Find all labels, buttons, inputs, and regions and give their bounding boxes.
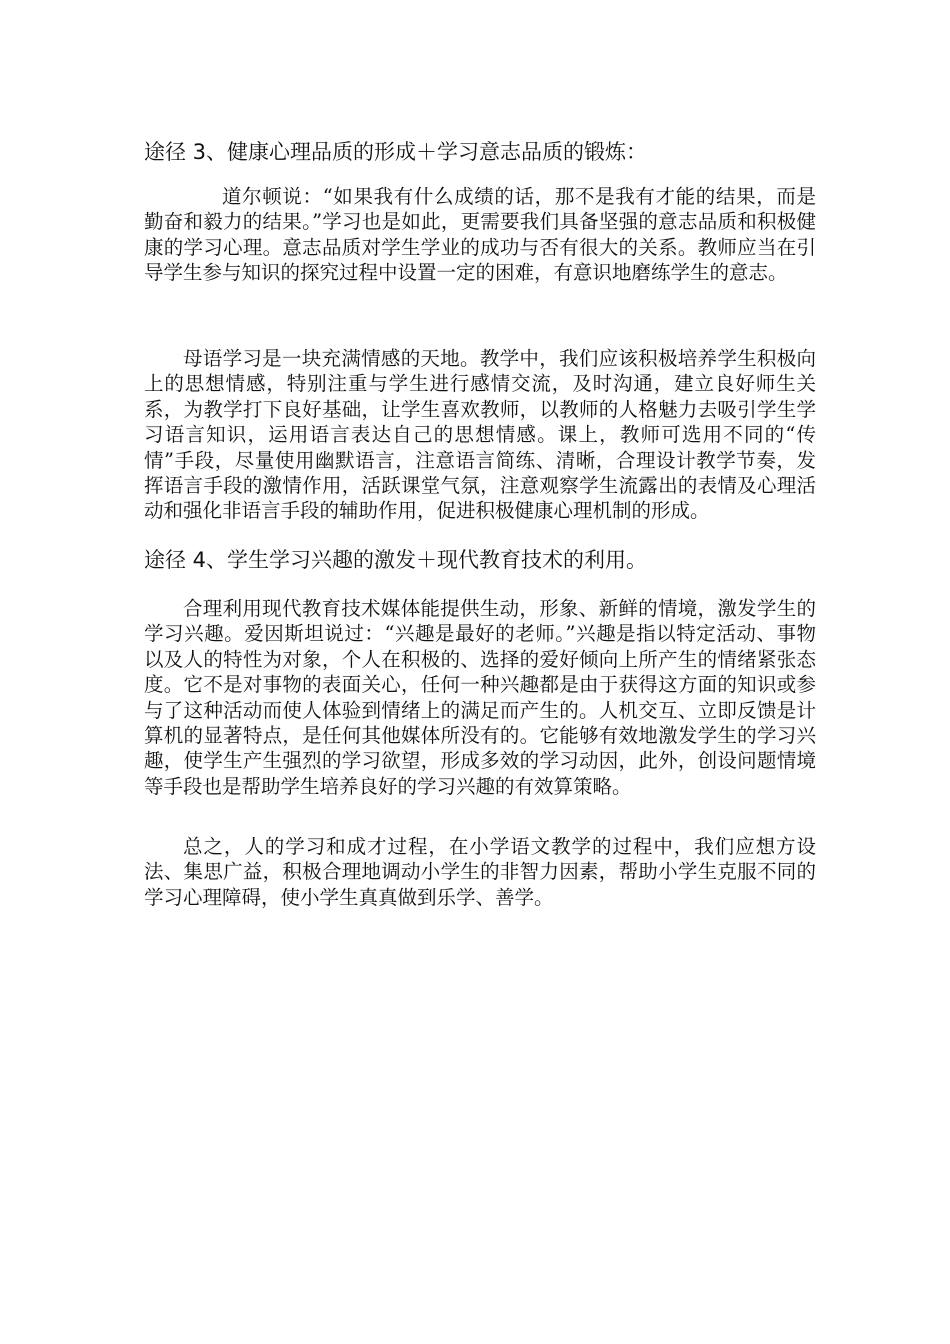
section-4-paragraph-2: 总之，人的学习和成才过程，在小学语文教学的过程中，我们应想方设法、集思广益，积极合理地调动小学生的非智力因素，帮助小学生克服不同的学习心理障碍，使小学生真真做到乐学、善学。 (144, 835, 816, 909)
section-4-heading: 途径 4、学生学习兴趣的激发＋现代教育技术的利用。 (144, 548, 648, 572)
section-4-paragraph-1: 合理利用现代教育技术媒体能提供生动，形象、新鲜的情境，激发学生的学习兴趣。爱因斯坦说过：“兴趣是最好的老师。”兴趣是指以特定活动、事物以及人的特性为对象，个人在积极的、选择的爱好倾向上所产生的情绪紧张态度。它不是对事物的表面关心，任何一种兴趣都是由于获得这方面的知识或参与了这种活动而使人体验到情绪上的满足而产生的。人机交互、立即反馈是计算机的显著特点，是任何其他媒体所没有的。它能够有效地激发学生的学习兴趣，使学生产生强烈的学习欲望，形成多效的学习动因，此外，创设问题情境等手段也是帮助学生培养良好的学习兴趣的有效算策略。 (144, 597, 816, 798)
section-3-heading: 途径 3、健康心理品质的形成＋学习意志品质的锻炼： (144, 140, 648, 164)
section-3-paragraph-1: 道尔顿说：“如果我有什么成绩的话，那不是我有才能的结果，而是勤奋和毅力的结果。”学习也是如此，更需要我们具备坚强的意志品质和积极健康的学习心理。意志品质对学生学业的成功与否有很大的关系。教师应当在引导学生参与知识的探究过程中设置一定的困难，有意识地磨练学生的意志。 (144, 185, 816, 285)
section-3-paragraph-2: 母语学习是一块充满情感的天地。教学中，我们应该积极培养学生积极向上的思想情感，特别注重与学生进行感情交流，及时沟通，建立良好师生关系，为教学打下良好基础，让学生喜欢教师，以教师的人格魅力去吸引学生学习语言知识，运用语言表达自己的思想情感。课上，教师可选用不同的“传情”手段，尽量使用幽默语言，注意语言简练、清晰，合理设计教学节奏，发挥语言手段的激情作用，活跃课堂气氛，注意观察学生流露出的表情及心理活动和强化非语言手段的辅助作用，促进积极健康心理机制的形成。 (144, 347, 816, 523)
